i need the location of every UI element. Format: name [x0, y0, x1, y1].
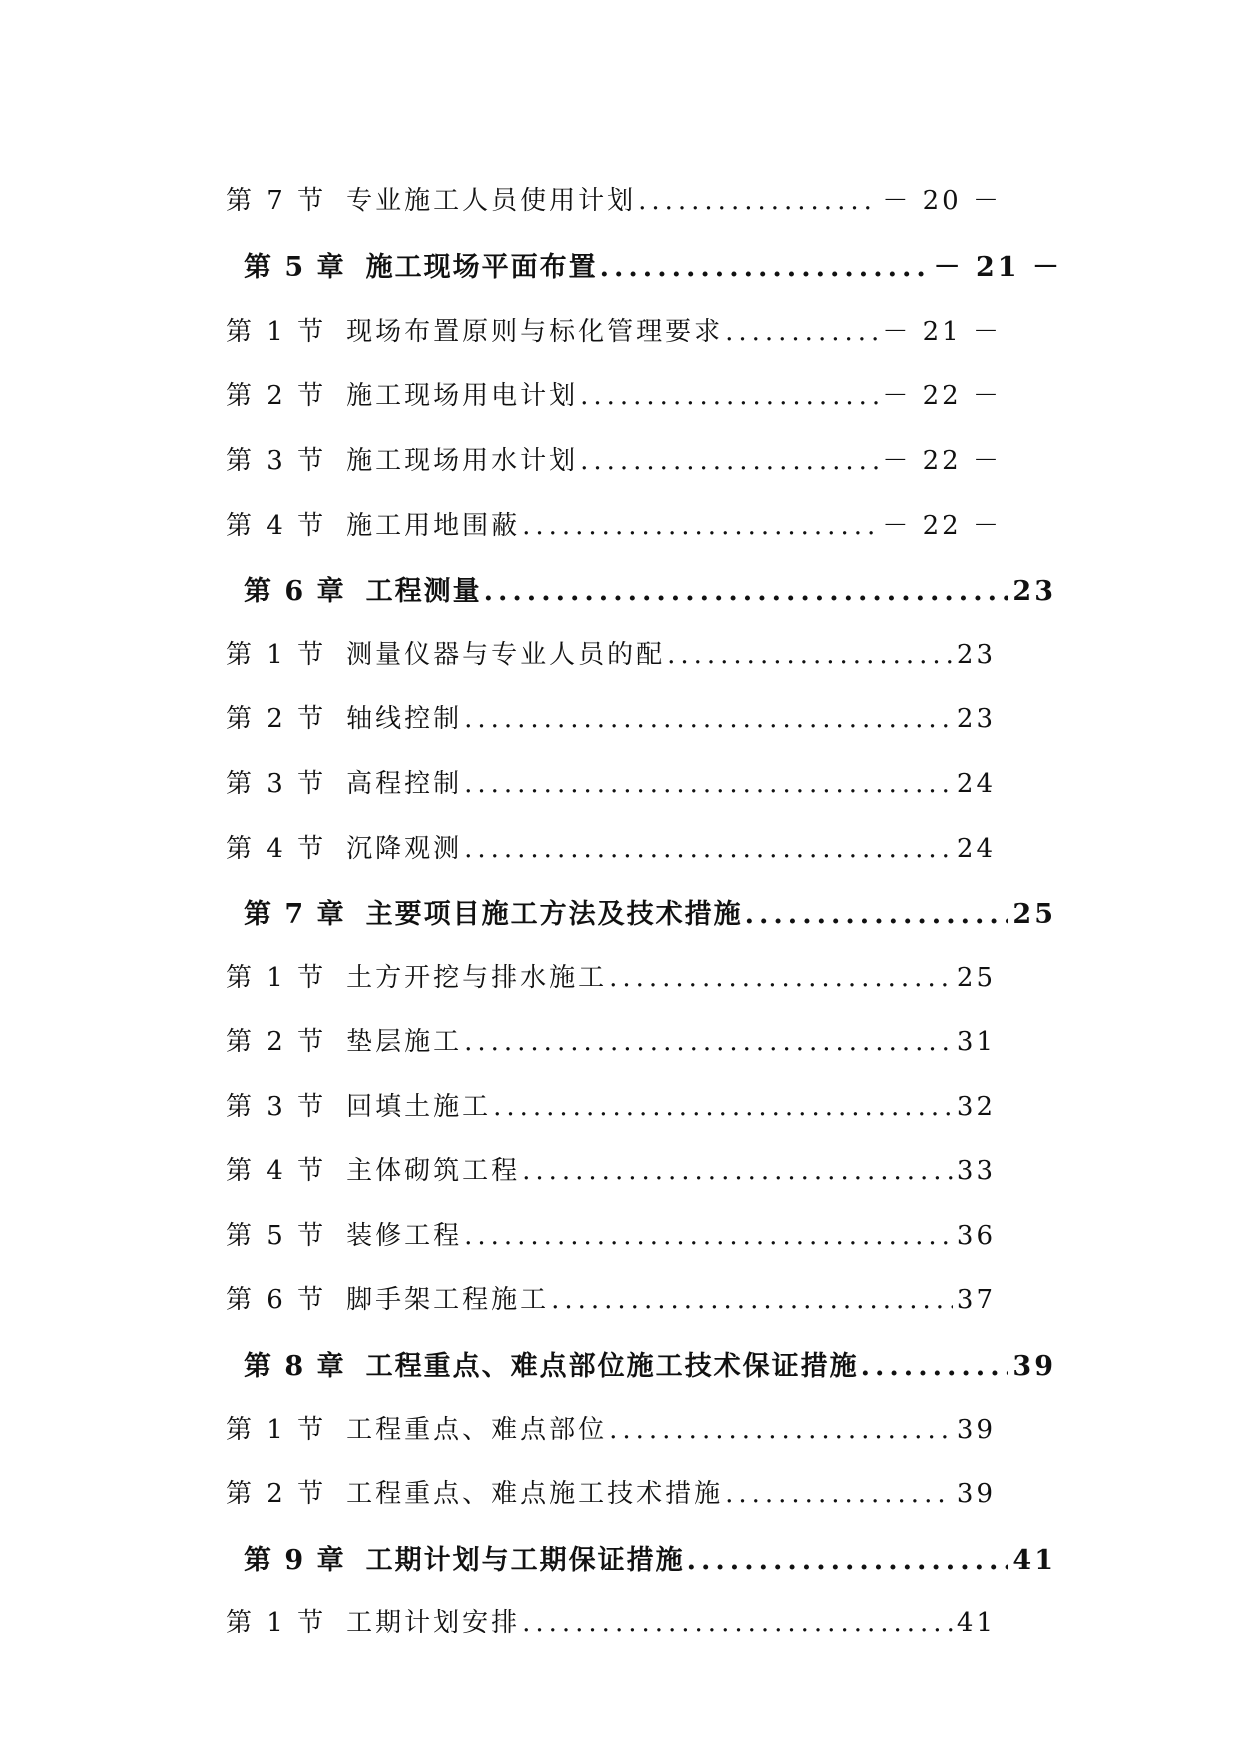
dot-leader	[522, 1608, 953, 1638]
toc-entry[interactable]	[226, 375, 1002, 412]
toc-title: 施工现场用电计划	[346, 381, 579, 411]
toc-page-number: 32	[956, 1092, 996, 1122]
toc-title: 沉降观测	[346, 834, 463, 864]
toc-number: 第 1 节	[226, 317, 327, 347]
toc-entry[interactable]	[244, 245, 1062, 284]
toc-entry[interactable]	[244, 1344, 1056, 1383]
toc-title: 装修工程	[346, 1221, 463, 1251]
toc-entry[interactable]	[226, 1602, 996, 1639]
toc-number: 第 1 节	[226, 640, 327, 670]
dot-leader	[725, 317, 878, 347]
toc-page-number: － 22 －	[882, 446, 1002, 476]
toc-page-number: 23	[1012, 576, 1056, 607]
toc-page-number: 25	[1012, 899, 1056, 930]
toc-entry[interactable]	[244, 892, 1056, 931]
toc-page-number: － 21 －	[933, 252, 1062, 283]
toc-title: 工程重点、难点部位施工技术保证措施	[365, 1351, 859, 1382]
toc-title: 主要项目施工方法及技术措施	[365, 899, 743, 930]
dot-leader	[493, 1092, 953, 1122]
toc-entry[interactable]	[226, 180, 1002, 217]
toc-entry[interactable]	[226, 1150, 996, 1187]
toc-number: 第 3 节	[226, 446, 327, 476]
toc-number: 第 6 节	[226, 1285, 327, 1315]
toc-number: 第 7 节	[226, 186, 327, 216]
dot-leader	[522, 1156, 953, 1186]
toc-page-number: 24	[956, 769, 996, 799]
dot-leader	[600, 252, 930, 283]
toc-title: 垫层施工	[346, 1027, 463, 1057]
toc-page-number: 23	[956, 704, 996, 734]
toc-number: 第 5 章	[244, 252, 346, 283]
toc-title: 工程重点、难点施工技术措施	[346, 1479, 724, 1509]
toc-page-number: － 20 －	[882, 186, 1002, 216]
dot-leader	[464, 1221, 953, 1251]
toc-page-number: 36	[956, 1221, 996, 1251]
toc-title: 工期计划与工期保证措施	[365, 1545, 685, 1576]
toc-page-number: 24	[956, 834, 996, 864]
toc-entry[interactable]	[244, 569, 1056, 608]
toc-page-number: 41	[956, 1608, 996, 1638]
toc-number: 第 3 节	[226, 1092, 327, 1122]
toc-page-number: 25	[956, 963, 996, 993]
dot-leader	[464, 769, 953, 799]
toc-number: 第 7 章	[244, 899, 346, 930]
toc-title: 施工用地围蔽	[346, 511, 521, 541]
toc-entry[interactable]	[226, 1409, 996, 1446]
toc-page-number: － 21 －	[882, 317, 1002, 347]
toc-entry[interactable]	[226, 698, 996, 735]
toc-number: 第 2 节	[226, 704, 327, 734]
toc-title: 主体砌筑工程	[346, 1156, 521, 1186]
toc-page-number: 41	[1012, 1545, 1056, 1576]
toc-number: 第 8 章	[244, 1351, 346, 1382]
toc-title: 工程测量	[365, 576, 482, 607]
toc-entry[interactable]	[226, 828, 996, 865]
dot-leader	[667, 640, 953, 670]
toc-title: 高程控制	[346, 769, 463, 799]
toc-title: 轴线控制	[346, 704, 463, 734]
toc-number: 第 1 节	[226, 1608, 327, 1638]
toc-entry[interactable]	[226, 1473, 996, 1510]
toc-number: 第 4 节	[226, 511, 327, 541]
toc-entry[interactable]	[226, 1086, 996, 1123]
toc-number: 第 4 节	[226, 834, 327, 864]
toc-page-number: 33	[956, 1156, 996, 1186]
toc-page-number: － 22 －	[882, 381, 1002, 411]
toc-title: 工期计划安排	[346, 1608, 521, 1638]
toc-page-number: 39	[956, 1479, 996, 1509]
toc-number: 第 6 章	[244, 576, 346, 607]
toc-title: 回填土施工	[346, 1092, 492, 1122]
toc-number: 第 5 节	[226, 1221, 327, 1251]
toc-title: 施工现场用水计划	[346, 446, 579, 476]
toc-title: 专业施工人员使用计划	[346, 186, 637, 216]
toc-number: 第 1 节	[226, 963, 327, 993]
toc-entry[interactable]	[226, 763, 996, 800]
dot-leader	[638, 186, 878, 216]
toc-entry[interactable]	[226, 440, 1002, 477]
toc-entry[interactable]	[244, 1538, 1056, 1577]
dot-leader	[861, 1351, 1009, 1382]
toc-number: 第 2 节	[226, 1027, 327, 1057]
dot-leader	[725, 1479, 953, 1509]
toc-number: 第 2 节	[226, 381, 327, 411]
dot-leader	[464, 1027, 953, 1057]
toc-entry[interactable]	[226, 1021, 996, 1058]
dot-leader	[609, 963, 953, 993]
toc-title: 现场布置原则与标化管理要求	[346, 317, 724, 347]
toc-page-number: 37	[956, 1285, 996, 1315]
toc-title: 土方开挖与排水施工	[346, 963, 608, 993]
toc-entry[interactable]	[226, 957, 996, 994]
toc-number: 第 9 章	[244, 1545, 346, 1576]
toc-page-number: 23	[956, 640, 996, 670]
toc-number: 第 4 节	[226, 1156, 327, 1186]
dot-leader	[464, 834, 953, 864]
toc-entry[interactable]	[226, 1279, 996, 1316]
dot-leader	[687, 1545, 1009, 1576]
toc-entry[interactable]	[226, 1215, 996, 1252]
toc-page-number: 39	[1012, 1351, 1056, 1382]
toc-title: 脚手架工程施工	[346, 1285, 550, 1315]
toc-number: 第 2 节	[226, 1479, 327, 1509]
dot-leader	[580, 381, 878, 411]
toc-entry[interactable]	[226, 634, 996, 671]
toc-title: 施工现场平面布置	[365, 252, 598, 283]
dot-leader	[551, 1285, 953, 1315]
dot-leader	[464, 704, 953, 734]
toc-title: 工程重点、难点部位	[346, 1415, 608, 1445]
toc-number: 第 1 节	[226, 1415, 327, 1445]
dot-leader	[609, 1415, 953, 1445]
dot-leader	[522, 511, 878, 541]
toc-number: 第 3 节	[226, 769, 327, 799]
toc-page-number: 31	[956, 1027, 996, 1057]
toc-page-number: 39	[956, 1415, 996, 1445]
dot-leader	[580, 446, 878, 476]
toc-entry[interactable]	[226, 505, 1002, 542]
toc-page-number: － 22 －	[882, 511, 1002, 541]
toc-entry[interactable]	[226, 311, 1002, 348]
toc-title: 测量仪器与专业人员的配	[346, 640, 666, 670]
dot-leader	[484, 576, 1009, 607]
dot-leader	[745, 899, 1009, 930]
